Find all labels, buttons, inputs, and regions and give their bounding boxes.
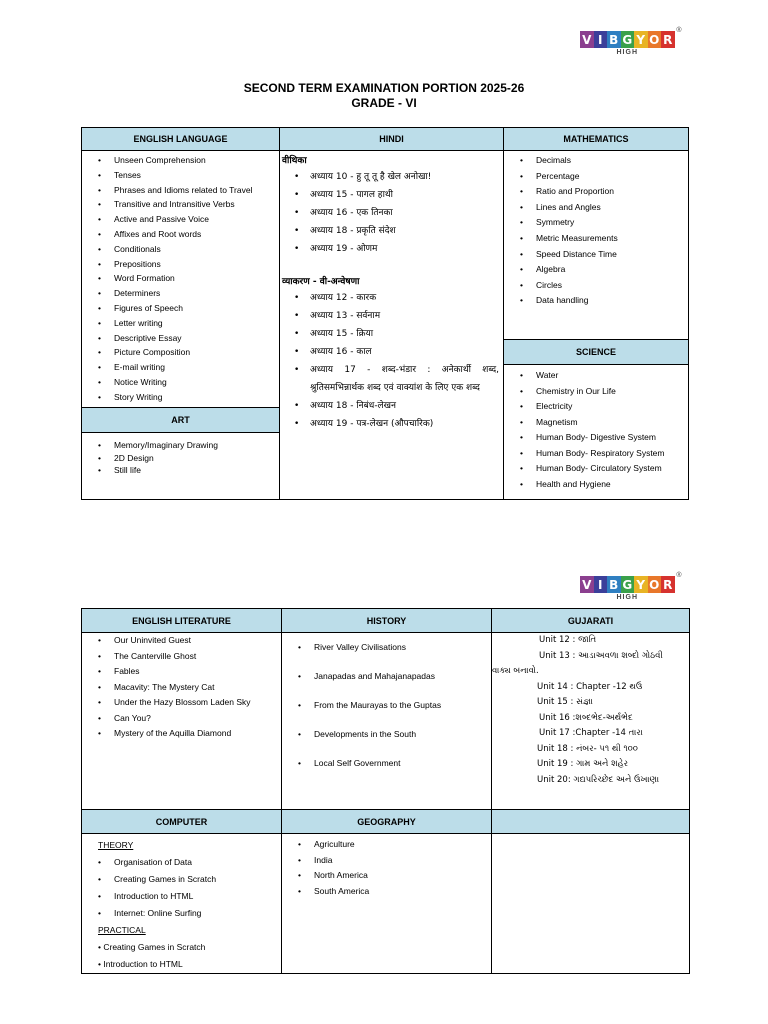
logo-high: HIGH	[616, 594, 638, 601]
list-item: • Human Body- Digestive System	[504, 430, 688, 446]
portion-table-2	[81, 608, 690, 974]
list-item: • Phrases and Idioms related to Travel	[82, 183, 279, 198]
art-header: ART	[82, 407, 279, 433]
list-item: • Decimals	[504, 153, 688, 169]
list-item: Unit 19 : ગામ અને શહેર	[537, 759, 629, 769]
list-item: • Circles	[504, 278, 688, 294]
list-item: • Tenses	[82, 168, 279, 183]
list-item: • Affixes and Root words	[82, 227, 279, 242]
list-item: • Data handling	[504, 293, 688, 309]
list-item: • Introduction to HTML	[98, 959, 183, 969]
logo-letter: B	[607, 31, 621, 48]
computer-theory-label: THEORY	[98, 840, 134, 850]
list-item: • Under the Hazy Blossom Laden Sky	[82, 695, 281, 711]
list-item: • Determiners	[82, 286, 279, 301]
list-item: • अध्याय 15 - क्रिया	[280, 325, 499, 343]
list-item: • Speed Distance Time	[504, 247, 688, 263]
list-item: • Transitive and Intransitive Verbs	[82, 197, 279, 212]
geography-list	[282, 834, 491, 899]
list-item: • North America	[282, 868, 491, 884]
list-item: • River Valley Civilisations	[282, 633, 491, 662]
list-item: • Conditionals	[82, 242, 279, 257]
list-item: Unit 15 : સંજ્ઞા	[537, 697, 593, 707]
empty-cell	[492, 834, 690, 974]
list-item: • The Canterville Ghost	[82, 649, 281, 665]
gujarati-header: GUJARATI	[492, 609, 690, 633]
logo-letter: R	[661, 576, 675, 593]
logo-letter: Y	[634, 576, 648, 593]
title-line2: GRADE - VI	[351, 96, 417, 110]
list-item: Unit 17 :Chapter -14 તારા	[539, 728, 643, 738]
list-item: Unit 18 : નંબર- ૫૧ થી ૧૦૦	[537, 743, 638, 754]
list-item: • अध्याय 19 - पत्र-लेखन (औपचारिक)	[280, 415, 499, 433]
english-art-cell	[82, 151, 280, 500]
list-item: • Mystery of the Aquilla Diamond	[82, 726, 281, 742]
list-item: • अध्याय 13 - सर्वनाम	[280, 307, 499, 325]
list-item: • अध्याय 19 - ओणम	[280, 240, 503, 258]
list-item: • Human Body- Circulatory System	[504, 461, 688, 477]
list-item: • Memory/Imaginary Drawing	[82, 439, 279, 452]
list-item: • Our Uninvited Guest	[82, 633, 281, 649]
logo-registered: ®	[676, 572, 682, 579]
list-item: • Chemistry in Our Life	[504, 384, 688, 400]
list-item: • India	[282, 853, 491, 869]
list-item: • Algebra	[504, 262, 688, 278]
list-item: • Lines and Angles	[504, 200, 688, 216]
list-item: • Picture Composition	[82, 345, 279, 360]
list-item: • Descriptive Essay	[82, 331, 279, 346]
list-item: • Symmetry	[504, 215, 688, 231]
logo-high: HIGH	[616, 49, 638, 56]
list-item: • Still life	[82, 464, 279, 477]
hindi-list-1	[280, 168, 503, 258]
list-item: • Local Self Government	[282, 749, 491, 778]
list-item: Unit 12 : જાતિ	[539, 635, 597, 645]
list-item: • Active and Passive Voice	[82, 212, 279, 227]
list-item: • अध्याय 18 - प्रकृति संदेश	[280, 222, 503, 240]
list-item: • 2D Design	[82, 452, 279, 465]
list-item: • Notice Writing	[82, 375, 279, 390]
portion-table-1	[81, 127, 689, 500]
maths-science-cell	[504, 151, 689, 500]
list-item: Unit 13 : આડાઅવળા શબ્દો ગોઠવી	[539, 650, 663, 661]
list-item: • From the Maurayas to the Guptas	[282, 691, 491, 720]
history-list	[282, 633, 491, 778]
logo-letters	[580, 31, 675, 48]
geography-cell	[282, 834, 492, 974]
list-item: • Creating Games in Scratch	[82, 871, 281, 888]
logo-letter: G	[622, 32, 633, 47]
list-item: • Unseen Comprehension	[82, 153, 279, 168]
art-list	[82, 433, 279, 477]
list-item: • Human Body- Respiratory System	[504, 446, 688, 462]
logo-registered: ®	[676, 27, 682, 34]
list-item: • Percentage	[504, 169, 688, 185]
list-item: • Can You?	[82, 711, 281, 727]
list-item: • Prepositions	[82, 257, 279, 272]
logo-letters	[580, 576, 675, 593]
logo-letter: V	[580, 31, 594, 48]
logo-letter: B	[607, 576, 621, 593]
list-item: • अध्याय 15 - पागल हाथी	[280, 186, 503, 204]
list-item: • Fables	[82, 664, 281, 680]
mathematics-header: MATHEMATICS	[504, 128, 689, 151]
english-literature-list	[82, 633, 281, 742]
logo-letter: O	[649, 577, 660, 592]
list-item: • Agriculture	[282, 837, 491, 853]
list-item: • अध्याय 12 - कारक	[280, 289, 499, 307]
english-language-list	[82, 151, 279, 407]
hindi-section-veethika: वीथिका	[282, 156, 307, 166]
science-header: SCIENCE	[504, 339, 688, 365]
list-item: • Developments in the South	[282, 720, 491, 749]
history-cell	[282, 633, 492, 810]
list-item: • Metric Measurements	[504, 231, 688, 247]
vibgyor-logo	[580, 27, 682, 56]
computer-cell	[82, 834, 282, 974]
logo-letter: I	[594, 31, 608, 48]
page-title	[0, 81, 768, 111]
vibgyor-logo-2	[580, 572, 682, 601]
list-item: • Ratio and Proportion	[504, 184, 688, 200]
empty-header	[492, 810, 690, 834]
list-item: • अध्याय 16 - एक तिनका	[280, 204, 503, 222]
list-item: Unit 20: ગદ્યપરિચ્છેદ અને ઉખાણા	[537, 774, 660, 785]
list-item: • Letter writing	[82, 316, 279, 331]
computer-header: COMPUTER	[82, 810, 282, 834]
geography-header: GEOGRAPHY	[282, 810, 492, 834]
list-item: • Magnetism	[504, 415, 688, 431]
list-item: વાક્ય બનાવો.	[492, 666, 539, 676]
list-item: • Water	[504, 368, 688, 384]
logo-letter: Y	[634, 31, 648, 48]
list-item: • Creating Games in Scratch	[98, 942, 206, 952]
hindi-section-grammar: व्याकरण - वी-अन्वेषणा	[282, 277, 360, 287]
title-line1: SECOND TERM EXAMINATION PORTION 2025-26	[243, 81, 525, 95]
list-item: • Electricity	[504, 399, 688, 415]
list-item: • E-mail writing	[82, 360, 279, 375]
history-header: HISTORY	[282, 609, 492, 633]
hindi-header: HINDI	[280, 128, 504, 151]
gujarati-cell	[492, 633, 690, 810]
list-item: • Story Writing	[82, 390, 279, 405]
list-item: • अध्याय 18 - निबंध-लेखन	[280, 397, 499, 415]
logo-letter: I	[594, 576, 608, 593]
logo-letter: O	[649, 32, 660, 47]
hindi-list-2	[280, 289, 503, 433]
list-item: • Organisation of Data	[82, 854, 281, 871]
list-item: • Macavity: The Mystery Cat	[82, 680, 281, 696]
logo-letter: R	[661, 31, 675, 48]
list-item: Unit 14 : Chapter -12 થઉ	[537, 681, 643, 692]
list-item: • Janapadas and Mahajanapadas	[282, 662, 491, 691]
english-literature-header: ENGLISH LITERATURE	[82, 609, 282, 633]
list-item: • Introduction to HTML	[82, 888, 281, 905]
english-language-header: ENGLISH LANGUAGE	[82, 128, 280, 151]
list-item: • अध्याय 16 - काल	[280, 343, 499, 361]
logo-letter: V	[580, 576, 594, 593]
list-item: • अध्याय 17 - शब्द-भंडार : अनेकार्थी शब्द, श्रुतिसमभिन्नार्थक शब्द एवं वाक्यांश के लिए एक शब्द	[280, 361, 499, 397]
hindi-cell	[280, 151, 504, 500]
list-item: • अध्याय 10 - हु तू तू है खेल अनोखा!	[280, 168, 503, 186]
mathematics-list	[504, 151, 688, 339]
list-item: • South America	[282, 884, 491, 900]
logo-letter: G	[622, 577, 633, 592]
list-item: • Internet: Online Surfing	[82, 905, 281, 922]
list-item: • Figures of Speech	[82, 301, 279, 316]
list-item: • Health and Hygiene	[504, 477, 688, 493]
list-item: • Word Formation	[82, 271, 279, 286]
computer-practical-label: PRACTICAL	[98, 925, 146, 935]
list-item: Unit 16 :શબ્દભેદ-અર્થભેદ	[539, 712, 633, 723]
english-literature-cell	[82, 633, 282, 810]
science-list	[504, 365, 688, 492]
